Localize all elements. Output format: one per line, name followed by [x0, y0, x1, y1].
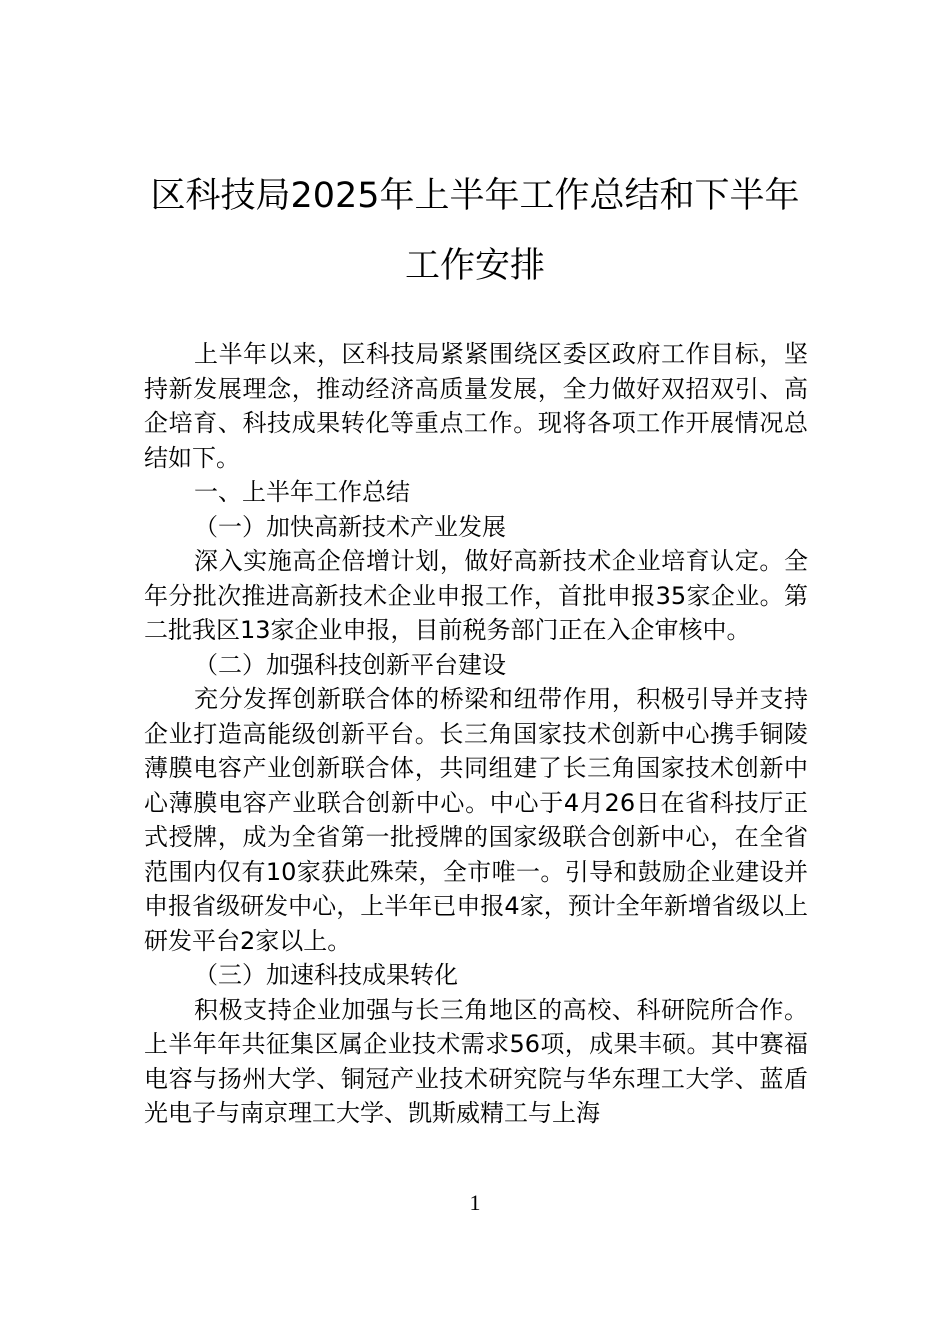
document-body: [144, 337, 808, 1131]
subsection-1-paragraph: 深入实施高企倍增计划，做好高新技术企业培育认定。全年分批次推进高新技术企业申报工作，首批申报35家企业。第二批我区13家企业申报，目前税务部门正在入企审核中。: [144, 547, 808, 644]
subsection-3-paragraph: 积极支持企业加强与长三角地区的高校、科研院所合作。上半年年共征集区属企业技术需求56项，成果丰硕。其中赛福电容与扬州大学、铜冠产业技术研究院与华东理工大学、蓝盾光电子与南京理工大学、凯斯威精工与上海: [144, 995, 808, 1127]
page-number: 1: [469, 1190, 481, 1215]
document-title-line-2: 工作安排: [404, 246, 545, 286]
document-title-line-1: 区科技局2025年上半年工作总结和下半年: [150, 176, 800, 216]
subsection-2-paragraph: 充分发挥创新联合体的桥梁和纽带作用，积极引导并支持企业打造高能级创新平台。长三角国家技术创新中心携手铜陵薄膜电容产业创新联合体，共同组建了长三角国家技术创新中心薄膜电容产业联合创新中心。中心于4月26日在省科技厅正式授牌，成为全省第一批授牌的国家级联合创新中心，在全省范围内仅有10家获此殊荣，全市唯一。引导和鼓励企业建设并申报省级研发中心，上半年已申报4家，预计全年新增省级以上研发平台2家以上。: [144, 685, 808, 955]
section-1-heading: 一、上半年工作总结: [194, 478, 410, 506]
subsection-3-heading: （三）加速科技成果转化: [194, 961, 458, 989]
intro-paragraph: 上半年以来，区科技局紧紧围绕区委区政府工作目标，坚持新发展理念，推动经济高质量发展，全力做好双招双引、高企培育、科技成果转化等重点工作。现将各项工作开展情况总结如下。: [144, 340, 808, 472]
subsection-2-heading: （二）加强科技创新平台建设: [194, 650, 506, 679]
subsection-1-heading: （一）加快高新技术产业发展: [194, 512, 506, 541]
